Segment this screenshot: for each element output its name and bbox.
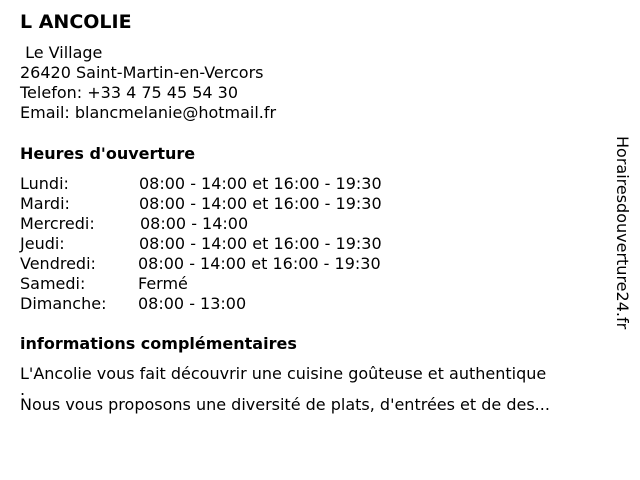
business-name: L ANCOLIE [20,11,132,33]
day-hours: 08:00 - 14:00 et 16:00 - 19:30 [138,254,381,273]
hours-row-samedi [20,274,382,294]
day-label: Mardi: [20,194,70,213]
day-label: Vendredi: [20,254,96,273]
hours-row-dimanche [20,294,382,314]
day-label: Dimanche: [20,294,107,313]
day-hours: 08:00 - 14:00 et 16:00 - 19:30 [139,234,382,253]
day-hours: 08:00 - 14:00 [140,214,249,233]
info-heading: informations complémentaires [20,334,297,353]
hours-row-jeudi [20,234,382,254]
hours-row-mardi [20,194,382,214]
day-label: Samedi: [20,274,86,293]
email-address: Email: blancmelanie@hotmail.fr [20,103,277,122]
day-hours: 08:00 - 14:00 et 16:00 - 19:30 [139,194,382,213]
info-line: L'Ancolie vous fait découvrir une cuisine goûteuse et authentique [20,364,547,383]
site-watermark: Horairesdouverture24.fr [613,136,632,330]
phone-number: Telefon: +33 4 75 45 54 30 [20,83,239,102]
day-hours: Fermé [138,274,188,293]
hours-heading: Heures d'ouverture [20,144,196,163]
hours-row-lundi [20,174,382,194]
info-line: Nous vous proposons une diversité de plats, d'entrées et de des... [20,395,550,414]
contact-block [20,43,276,123]
hours-row-mercredi [20,214,382,234]
day-label: Jeudi: [20,234,65,253]
info-description [20,364,610,415]
hours-table [20,174,382,314]
day-label: Mercredi: [20,214,95,233]
address-city: 26420 Saint-Martin-en-Vercors [20,63,264,82]
day-hours: 08:00 - 13:00 [138,294,247,313]
day-label: Lundi: [20,174,69,193]
address-street: Le Village [20,43,103,62]
hours-row-vendredi [20,254,382,274]
day-hours: 08:00 - 14:00 et 16:00 - 19:30 [139,174,382,193]
info-line: . [20,380,26,399]
